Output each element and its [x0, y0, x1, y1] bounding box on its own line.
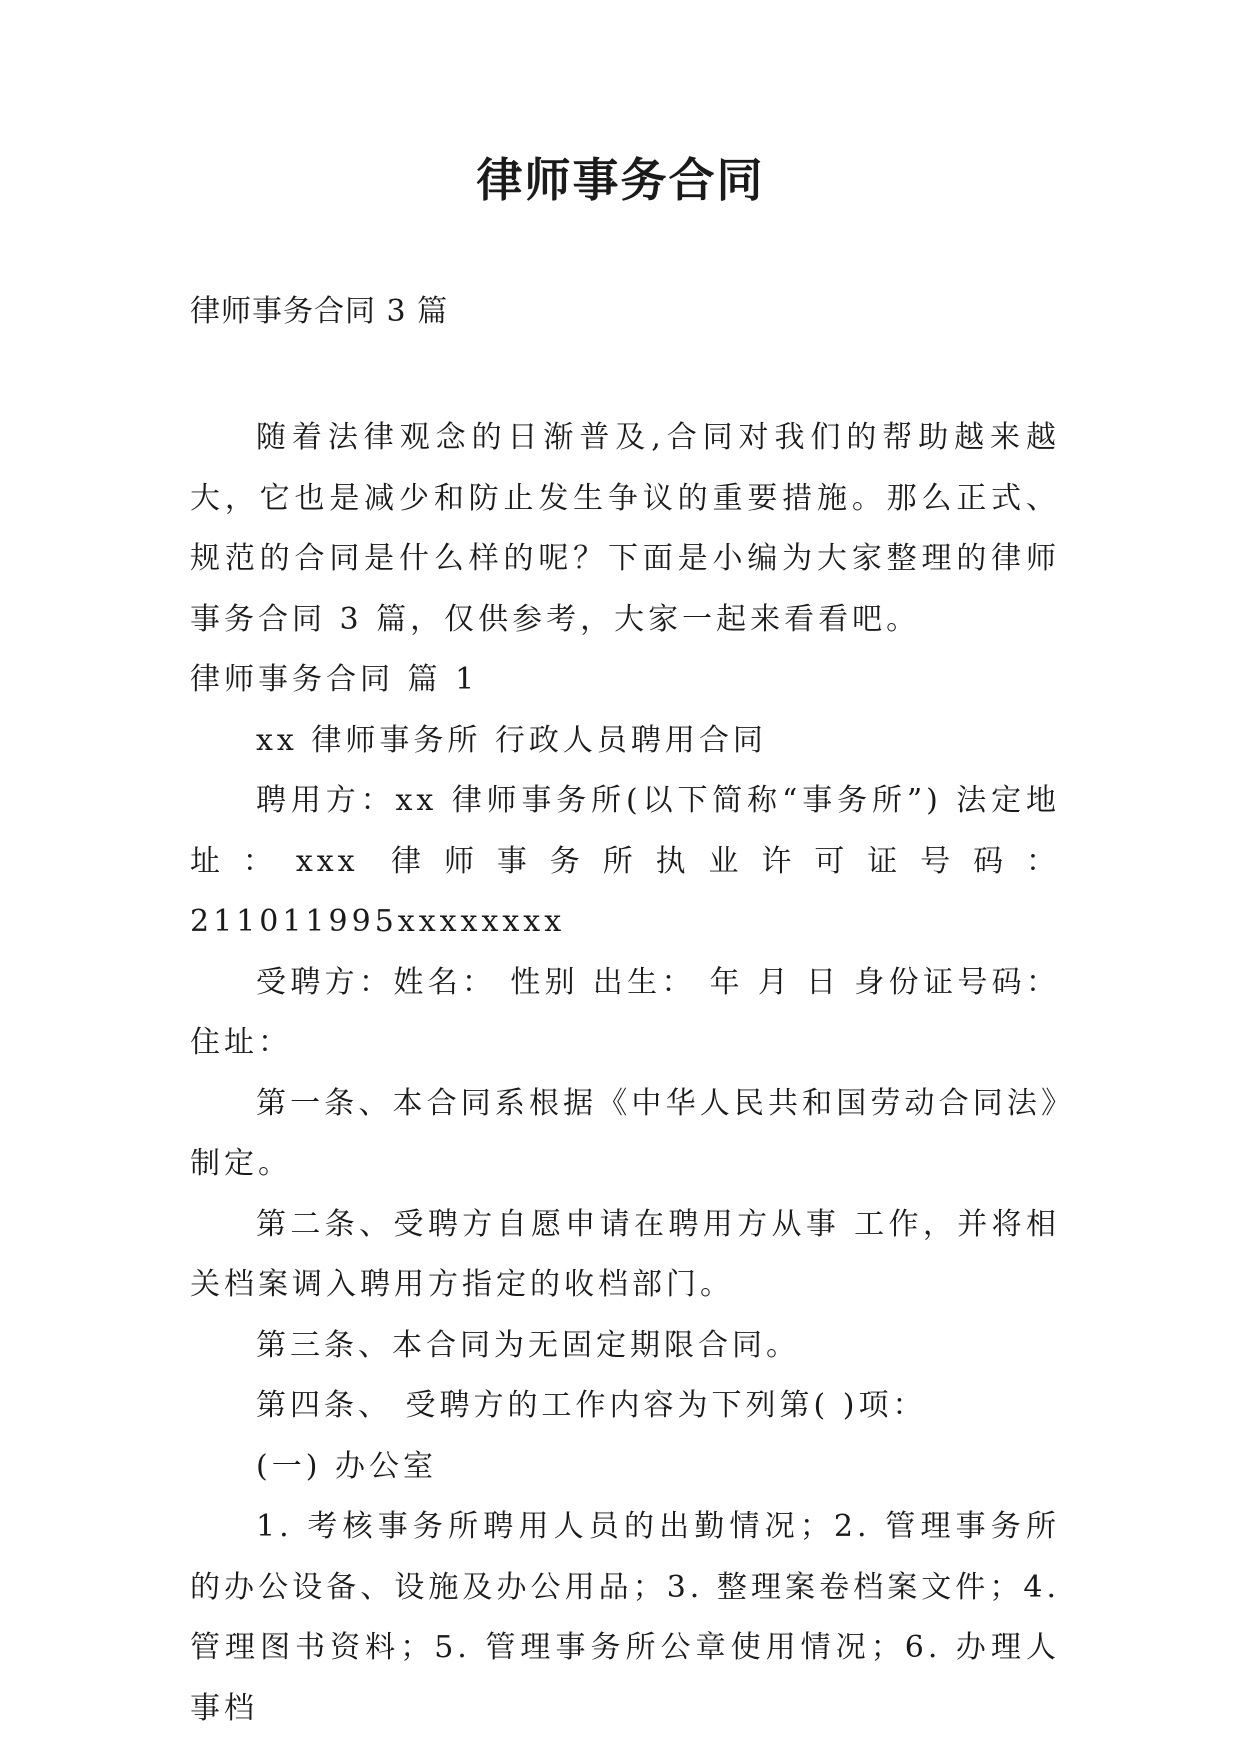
- office-duties: 1. 考核事务所聘用人员的出勤情况；2. 管理事务所的办公设备、设施及办公用品；3. 整理案卷档案文件；4. 管理图书资料；5. 管理事务所公章使用情况；6. 办理人事档: [190, 1509, 1060, 1726]
- intro-paragraph: 随着法律观念的日渐普及,合同对我们的帮助越来越大，它也是减少和防止发生争议的重要措施。那么正式、规范的合同是什么样的呢？下面是小编为大家整理的律师事务合同 3 篇，仅供参考，大家一起来看看吧。: [190, 420, 1060, 637]
- contract-name: xx 律师事务所 行政人员聘用合同: [256, 722, 767, 758]
- office-section-heading: (一) 办公室: [256, 1448, 437, 1484]
- document-title: 律师事务合同: [476, 153, 765, 207]
- article-4: 第四条、 受聘方的工作内容为下列第( )项：: [256, 1388, 927, 1423]
- employee-info: 受聘方：姓名： 性别 出生： 年 月 日 身份证号码：住址：: [190, 964, 1060, 1060]
- section-heading: 律师事务合同 篇 1: [190, 662, 479, 697]
- article-3: 第三条、本合同为无固定期限合同。: [256, 1327, 800, 1363]
- article-1: 第一条、本合同系根据《中华人民共和国劳动合同法》制定。: [190, 1085, 1060, 1181]
- article-2: 第二条、受聘方自愿申请在聘用方从事 工作，并将相关档案调入聘用方指定的收档部门。: [190, 1206, 1060, 1302]
- employer-info: 聘用方：xx 律师事务所(以下简称“事务所”) 法定地址：xxx 律师事务所执业许可证号码：211011995xxxxxxxx: [190, 783, 1060, 939]
- document-subtitle: 律师事务合同 3 篇: [190, 294, 449, 329]
- document-body: [190, 408, 1060, 1739]
